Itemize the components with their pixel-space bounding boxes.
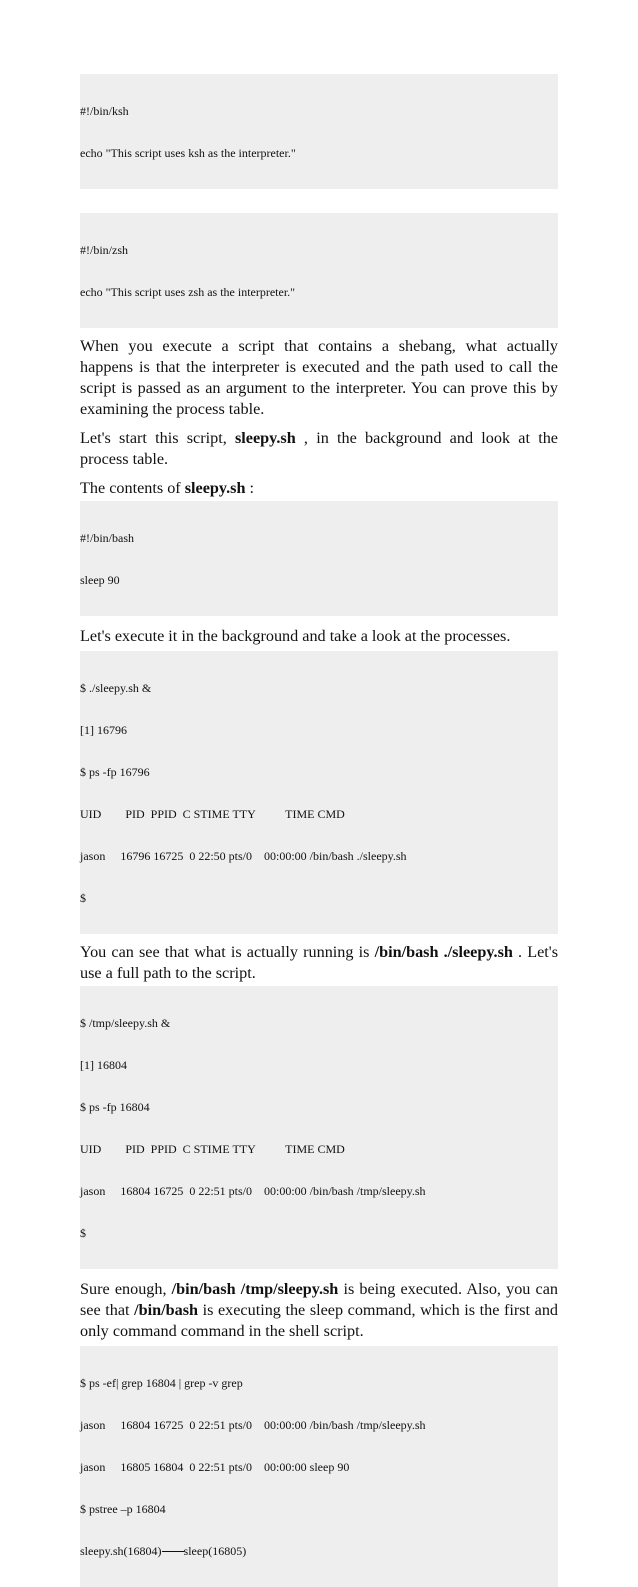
- paragraph-start-script: [80, 428, 558, 470]
- code-line: #!/bin/bash: [80, 531, 134, 545]
- paragraph-running: [80, 942, 558, 984]
- bold-text: sleepy.sh: [234, 429, 296, 447]
- code-line: $ /tmp/sleepy.sh &: [80, 1016, 171, 1030]
- bold-text: /bin/bash ./sleepy.sh: [374, 943, 513, 961]
- code-line: [1] 16804: [80, 1058, 127, 1072]
- bold-text: sleepy.sh: [184, 479, 246, 497]
- code-line: #!/bin/ksh: [80, 104, 129, 118]
- text-run: , in the background and look at the process table.: [80, 429, 558, 468]
- text-run: :: [245, 479, 255, 497]
- code-line: sleep 90: [80, 573, 120, 587]
- code-block-run3: [80, 1346, 558, 1587]
- bold-text: /bin/bash: [134, 1301, 199, 1319]
- paragraph-shebang: When you execute a script that contains a shebang, what actually happens is that the interpreter is executed and the path used to call the script is passed as an argument to the interpreter. You can prove this by examining the process table.: [80, 337, 558, 418]
- paragraph-sure-enough: [80, 1279, 558, 1342]
- code-line: #!/bin/zsh: [80, 243, 128, 257]
- code-line: $: [80, 1226, 86, 1240]
- code-block-zsh: [80, 213, 558, 328]
- code-block-run1: [80, 651, 558, 934]
- pstree-child: sleep(16805): [183, 1544, 247, 1558]
- bold-text: /bin/bash /tmp/sleepy.sh: [171, 1280, 339, 1298]
- code-line: $ ps -fp 16804: [80, 1100, 150, 1114]
- code-line: $ ps -ef| grep 16804 | grep -v grep: [80, 1376, 243, 1390]
- code-line: $ ps -fp 16796: [80, 765, 150, 779]
- text-run: . Let's use a full path to the script.: [80, 943, 559, 982]
- code-line: UID PID PPID C STIME TTY TIME CMD: [80, 1142, 345, 1156]
- code-line: jason 16804 16725 0 22:51 pts/0 00:00:00 /bin/bash /tmp/sleepy.sh: [80, 1184, 426, 1198]
- code-block-sleepy: [80, 501, 558, 616]
- paragraph-execute: Let's execute it in the background and take a look at the processes.: [80, 627, 511, 645]
- code-line: jason 16804 16725 0 22:51 pts/0 00:00:00 /bin/bash /tmp/sleepy.sh: [80, 1418, 426, 1432]
- code-line: $: [80, 891, 86, 905]
- code-line: jason 16796 16725 0 22:50 pts/0 00:00:00 /bin/bash ./sleepy.sh: [80, 849, 407, 863]
- text-run: Let's start this script,: [80, 429, 235, 447]
- code-line: jason 16805 16804 0 22:51 pts/0 00:00:00 sleep 90: [80, 1460, 350, 1474]
- text-run: The contents of: [80, 479, 185, 497]
- code-block-ksh: [80, 74, 558, 189]
- tree-connector: [162, 1551, 184, 1552]
- text-run: You can see that what is actually running is: [80, 943, 375, 961]
- code-line: $ ./sleepy.sh &: [80, 681, 152, 695]
- pstree-parent: sleepy.sh(16804): [80, 1544, 162, 1558]
- text-run: is executing the sleep command, which is the first and only command command in the shell script.: [80, 1301, 559, 1340]
- text-run: is being executed. Also, you can see that: [80, 1280, 558, 1319]
- code-block-run2: [80, 986, 558, 1269]
- code-line: echo "This script uses zsh as the interpreter.": [80, 285, 296, 299]
- paragraph-contents: [80, 478, 558, 499]
- text-run: Sure enough,: [80, 1280, 172, 1298]
- pstree-output: [80, 1544, 558, 1558]
- code-line: [1] 16796: [80, 723, 127, 737]
- code-line: UID PID PPID C STIME TTY TIME CMD: [80, 807, 345, 821]
- code-line: $ pstree –p 16804: [80, 1502, 166, 1516]
- code-line: echo "This script uses ksh as the interpreter.": [80, 146, 296, 160]
